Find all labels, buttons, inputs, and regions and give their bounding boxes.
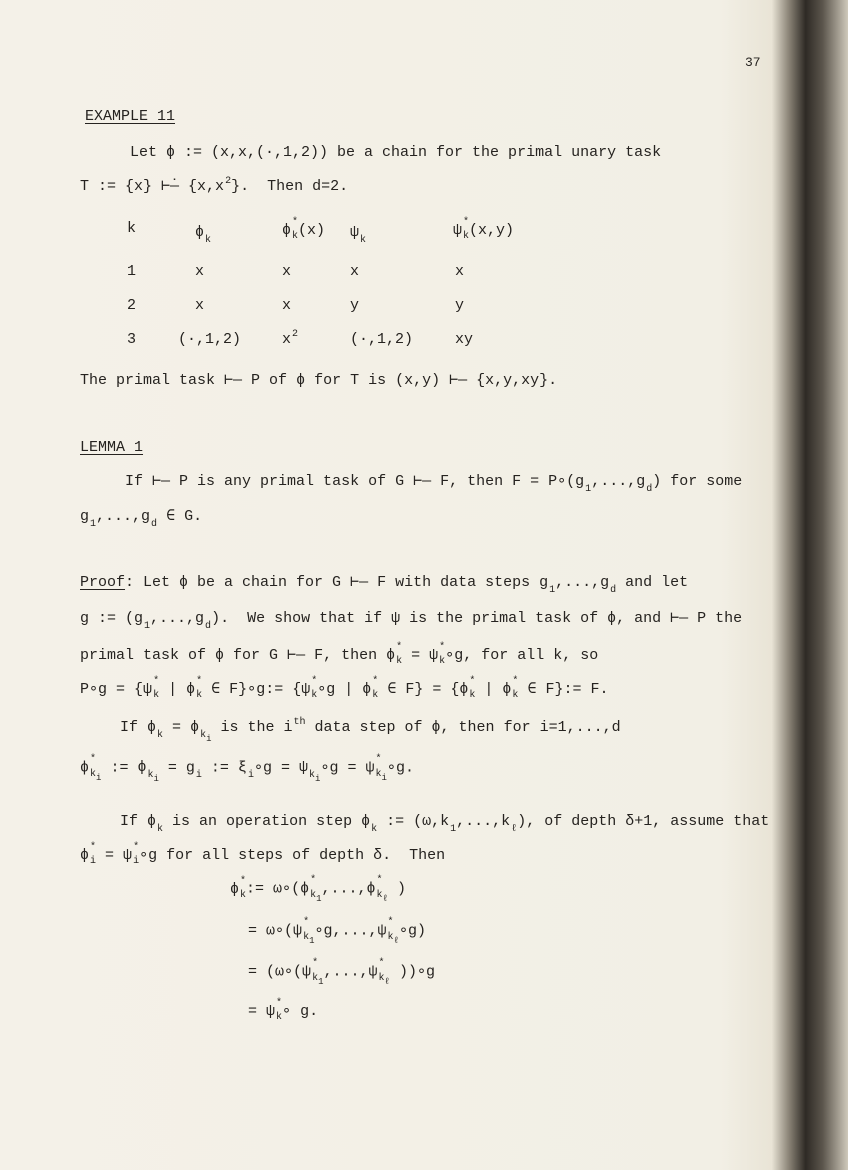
sub-subscript: 1	[318, 977, 324, 987]
math-symbol	[266, 998, 283, 1023]
text-run: = g	[158, 759, 195, 777]
text-run: ∘g)	[398, 922, 427, 940]
table-cell	[282, 263, 291, 280]
math-symbol	[123, 842, 140, 867]
text-run: ∘g =	[320, 759, 366, 777]
text-run: P∘g = {	[80, 680, 144, 698]
subscript: k	[276, 1012, 283, 1023]
math-symbol	[584, 473, 591, 493]
sub-subscript: 1	[316, 894, 322, 904]
math-symbol	[147, 719, 163, 739]
text-run: = ω∘(	[248, 922, 294, 940]
table-header	[127, 220, 136, 237]
subscript: k	[311, 690, 318, 701]
text-run: y	[455, 297, 465, 314]
proof-line	[80, 676, 609, 701]
text-run: g	[80, 508, 90, 525]
subscript: i	[247, 770, 254, 782]
sub-subscript: ℓ	[384, 977, 390, 987]
math-symbol	[282, 217, 299, 242]
text-run: y	[350, 297, 360, 314]
table-cell	[282, 297, 291, 314]
math-symbol	[365, 754, 387, 783]
superscript: *	[90, 754, 97, 765]
superscript: *	[240, 875, 247, 887]
math-symbol	[293, 917, 315, 946]
superscript: *	[378, 958, 385, 969]
text-run: k	[127, 220, 137, 237]
superscript: *	[311, 676, 318, 687]
math-symbol	[186, 676, 203, 701]
subscript: d	[205, 621, 212, 632]
derivation-line	[248, 917, 427, 946]
table-header	[453, 217, 515, 242]
text-run: := ξ	[201, 759, 247, 777]
symbol-base: ϕ	[386, 646, 396, 664]
subscript: k	[200, 730, 207, 741]
math-symbol	[195, 759, 202, 782]
subscript: 1	[450, 824, 457, 835]
superscript: *	[312, 958, 319, 969]
table-cell	[127, 297, 136, 314]
subscript: 1	[585, 484, 592, 495]
subscript: k	[303, 932, 310, 943]
subscript: k	[372, 690, 379, 701]
text-run: ,...,g	[96, 508, 151, 525]
text-run: }. Then d=2.	[231, 178, 349, 195]
subscript: k	[360, 235, 367, 246]
text-run: T := {x} ⊢̇— {x,x	[80, 178, 225, 195]
symbol-base: ψ	[293, 922, 303, 940]
text-run: ,...,g	[150, 610, 205, 627]
math-symbol	[89, 508, 96, 528]
text-run: and let	[616, 574, 689, 591]
symbol-base: ψ	[350, 224, 360, 241]
math-symbol	[147, 813, 163, 833]
math-symbol	[143, 610, 150, 630]
proof-line	[80, 642, 599, 667]
symbol-base: ϕ	[459, 680, 469, 698]
symbol-base: ψ	[266, 1002, 276, 1020]
math-symbol	[429, 642, 446, 667]
text-run: ), of depth δ+1, assume that	[517, 813, 770, 830]
sub-subscript: i	[153, 774, 159, 785]
math-symbol	[190, 719, 212, 744]
text-run: is an operation step	[163, 813, 362, 830]
subscript: k	[147, 770, 154, 782]
subscript: 1	[549, 585, 556, 596]
subscript: k	[153, 690, 160, 701]
math-symbol	[362, 676, 379, 701]
text-run: x	[455, 263, 465, 280]
subscript: i	[90, 856, 97, 867]
superscript: *	[292, 217, 299, 228]
subscript: d	[646, 484, 653, 495]
math-symbol	[143, 676, 160, 701]
symbol-base: ψ	[429, 646, 439, 664]
superscript: *	[512, 676, 519, 687]
table-cell	[127, 263, 136, 280]
subscript: k	[469, 690, 476, 701]
subscript: k	[312, 973, 319, 984]
math-symbol	[300, 875, 322, 904]
text-run: is the i	[211, 719, 293, 736]
superscript: *	[153, 676, 160, 687]
subscript: k	[157, 824, 164, 835]
math-symbol	[302, 958, 324, 987]
superscript: *	[396, 642, 403, 653]
superscript: th	[293, 717, 306, 728]
example-conclusion	[80, 372, 557, 390]
text-run: ∈ F} = {	[378, 680, 460, 698]
math-symbol	[230, 875, 247, 901]
math-symbol	[453, 217, 470, 242]
math-symbol	[224, 178, 231, 198]
superscript: 2	[292, 329, 299, 340]
math-symbol	[548, 574, 555, 594]
subscript: d	[151, 519, 158, 530]
math-symbol	[80, 842, 97, 867]
table-cell	[127, 331, 136, 348]
superscript: *	[376, 875, 383, 886]
superscript: *	[387, 917, 394, 928]
proof-line	[80, 574, 688, 594]
table-cell	[455, 297, 464, 314]
example-intro-line	[130, 144, 661, 162]
subscript: 1	[90, 519, 97, 530]
math-symbol	[204, 610, 211, 630]
math-symbol	[377, 917, 399, 946]
superscript: *	[90, 842, 97, 853]
math-symbol	[510, 813, 517, 833]
table-cell	[195, 297, 204, 314]
text-run: =	[163, 719, 191, 736]
math-symbol	[459, 676, 476, 701]
text-run: (x)	[298, 221, 326, 239]
subscript: 1	[144, 621, 151, 632]
symbol-base: ϕ	[366, 880, 376, 898]
table-cell	[178, 331, 241, 348]
symbol-base: ϕ	[502, 680, 512, 698]
symbol-base: ψ	[301, 680, 311, 698]
proof-label: Proof	[80, 574, 126, 591]
text-run: primal task of ϕ for G ⊢— F, then	[80, 646, 387, 664]
math-symbol	[293, 719, 306, 739]
symbol-base: ψ	[123, 846, 133, 864]
text-run: ) for some	[652, 473, 743, 490]
text-run: 3	[127, 331, 137, 348]
math-symbol	[80, 754, 102, 783]
sub-subscript: i	[206, 734, 212, 744]
table-cell	[350, 297, 359, 314]
text-run: x	[195, 297, 205, 314]
text-run: If ⊢— P is any primal task of G ⊢— F, then F = P∘(g	[125, 473, 585, 490]
symbol-base: ψ	[365, 759, 375, 777]
text-run: ∘g, for all k, so	[445, 646, 599, 664]
proof-line	[120, 813, 769, 833]
text-run: ,...,k	[456, 813, 511, 830]
math-symbol	[301, 676, 318, 701]
superscript: *	[196, 676, 203, 687]
table-cell	[455, 331, 473, 348]
symbol-base: ϕ	[282, 221, 292, 239]
subscript: k	[512, 690, 519, 701]
math-symbol	[366, 875, 388, 904]
sub-subscript: i	[96, 773, 102, 783]
subscript: k	[439, 656, 446, 667]
subscript: k	[378, 973, 385, 984]
subscript: i	[195, 770, 202, 782]
math-symbol	[502, 676, 519, 701]
text-run: g := (g	[80, 610, 144, 627]
text-run: |	[475, 680, 503, 698]
text-run: ∘g =	[253, 759, 299, 777]
math-symbol	[137, 759, 159, 785]
lemma-line	[80, 508, 202, 528]
superscript: 2	[225, 176, 232, 187]
text-run: = (ω∘(	[248, 963, 303, 981]
symbol-base: ψ	[368, 963, 378, 981]
math-symbol	[368, 958, 390, 987]
subscript: k	[310, 890, 317, 901]
table-cell	[350, 331, 413, 348]
symbol-base: ϕ	[300, 880, 310, 898]
math-symbol	[195, 224, 212, 246]
subscript: k	[196, 690, 203, 701]
text-run: ). We show that if ψ is the primal task of ϕ, and ⊢— P the	[211, 610, 743, 627]
superscript: *	[310, 875, 317, 886]
subscript: k	[376, 890, 383, 901]
text-run: Let ϕ := (x,x,(·,1,2)) be a chain for the primal unary task	[130, 144, 662, 161]
superscript: *	[276, 998, 283, 1009]
text-run: =	[402, 646, 430, 664]
text-run: If	[120, 813, 148, 830]
subscript: k	[396, 656, 403, 667]
proof-line	[80, 754, 414, 785]
superscript: *	[439, 642, 446, 653]
math-symbol	[247, 759, 254, 782]
proof-line	[80, 610, 742, 630]
math-symbol	[361, 813, 377, 833]
subscript: k	[205, 235, 212, 246]
text-run: x	[350, 263, 360, 280]
text-run: ,...,g	[555, 574, 610, 591]
proof-line	[120, 717, 621, 744]
text-run: ∘ g.	[282, 1002, 319, 1020]
superscript: *	[372, 676, 379, 687]
symbol-base: ϕ	[80, 846, 90, 864]
text-run: ,...,g	[591, 473, 646, 490]
math-symbol	[609, 574, 616, 594]
text-run: ∈ G.	[157, 508, 203, 525]
symbol-base: ψ	[143, 680, 153, 698]
text-run: : Let ϕ be a chain for G ⊢— F with data steps g	[125, 574, 549, 591]
subscript: k	[292, 231, 299, 242]
symbol-base: ϕ	[362, 680, 372, 698]
math-symbol	[291, 331, 298, 348]
math-symbol	[645, 473, 652, 493]
text-run: := ω∘(	[246, 880, 301, 898]
symbol-base: ϕ	[195, 224, 205, 241]
subscript: d	[610, 585, 617, 596]
math-symbol	[350, 224, 367, 246]
math-symbol	[449, 813, 456, 833]
subscript: k	[463, 231, 470, 242]
symbol-base: ϕ	[80, 759, 90, 777]
table-header	[195, 224, 212, 246]
table-cell	[350, 263, 359, 280]
text-run: The primal task ⊢— P of ϕ for T is (x,y) ⊢— {x,y,xy}.	[80, 372, 558, 389]
superscript: *	[133, 842, 140, 853]
superscript: *	[463, 217, 470, 228]
subscript: k	[240, 889, 247, 901]
example-intro-line	[80, 178, 348, 198]
sub-subscript: i	[381, 773, 387, 783]
subscript: k	[387, 932, 394, 943]
text-run: If	[120, 719, 148, 736]
superscript: *	[375, 754, 382, 765]
symbol-base: ϕ	[186, 680, 196, 698]
sub-subscript: 1	[309, 936, 315, 946]
text-run: |	[159, 680, 187, 698]
math-symbol	[299, 759, 321, 785]
page-number: 37	[745, 55, 761, 70]
example-heading: EXAMPLE 11	[85, 108, 176, 125]
text-run: x	[195, 263, 205, 280]
table-header	[282, 217, 326, 242]
text-run: xy	[455, 331, 474, 348]
subscript: k	[157, 730, 164, 741]
math-symbol	[386, 642, 403, 667]
text-run: data step of ϕ, then for i=1,...,d	[305, 719, 621, 736]
text-run: =	[96, 846, 124, 864]
text-run: x	[282, 297, 292, 314]
text-run: x	[282, 331, 292, 348]
derivation-line	[248, 958, 435, 987]
derivation-line	[248, 998, 319, 1023]
text-run: ∘g |	[317, 680, 363, 698]
subscript: k	[309, 770, 316, 782]
text-run: ,...,	[321, 880, 367, 898]
text-run: (x,y)	[469, 221, 515, 239]
text-run: (·,1,2)	[350, 331, 414, 348]
symbol-base: ϕ	[361, 813, 371, 830]
text-run: ∘g for all steps of depth δ. Then	[139, 846, 446, 864]
math-symbol	[150, 508, 157, 528]
symbol-base: ϕ	[147, 719, 157, 736]
symbol-base: ϕ	[147, 813, 157, 830]
text-run: := (ω,k	[377, 813, 450, 830]
table-header	[350, 224, 367, 246]
subscript: ℓ	[511, 824, 518, 835]
text-run: ∘g.	[386, 759, 414, 777]
sub-subscript: ℓ	[382, 894, 388, 904]
superscript: *	[303, 917, 310, 928]
text-run: :=	[101, 759, 138, 777]
text-run: ))∘g	[389, 963, 435, 981]
table-cell	[455, 263, 464, 280]
lemma-line	[125, 473, 742, 493]
text-run: )	[387, 880, 406, 898]
table-cell	[282, 331, 298, 348]
subscript: k	[375, 769, 382, 780]
table-cell	[195, 263, 204, 280]
symbol-base: ϕ	[230, 880, 240, 898]
symbol-base: ψ	[453, 221, 463, 239]
subscript: i	[133, 856, 140, 867]
derivation-line	[230, 875, 406, 904]
text-run: x	[282, 263, 292, 280]
proof-line-text	[125, 574, 689, 596]
sub-subscript: i	[315, 774, 321, 785]
text-run: (·,1,2)	[178, 331, 242, 348]
text-run: 2	[127, 297, 137, 314]
superscript: *	[469, 676, 476, 687]
symbol-base: ψ	[299, 759, 309, 777]
symbol-base: ϕ	[137, 759, 147, 777]
text-run: 1	[127, 263, 137, 280]
symbol-base: ϕ	[190, 719, 200, 736]
lemma-heading: LEMMA 1	[80, 439, 144, 456]
text-run: ,...,	[323, 963, 369, 981]
sub-subscript: ℓ	[393, 936, 399, 946]
text-run: ∈ F}∘g:= {	[202, 680, 302, 698]
text-run: ∘g,...,	[314, 922, 378, 940]
text-run: =	[248, 1002, 267, 1020]
proof-line	[80, 842, 446, 867]
symbol-base: ψ	[377, 922, 387, 940]
subscript: k	[90, 769, 97, 780]
subscript: k	[371, 824, 378, 835]
symbol-base: ψ	[302, 963, 312, 981]
text-run: ∈ F}:= F.	[518, 680, 609, 698]
